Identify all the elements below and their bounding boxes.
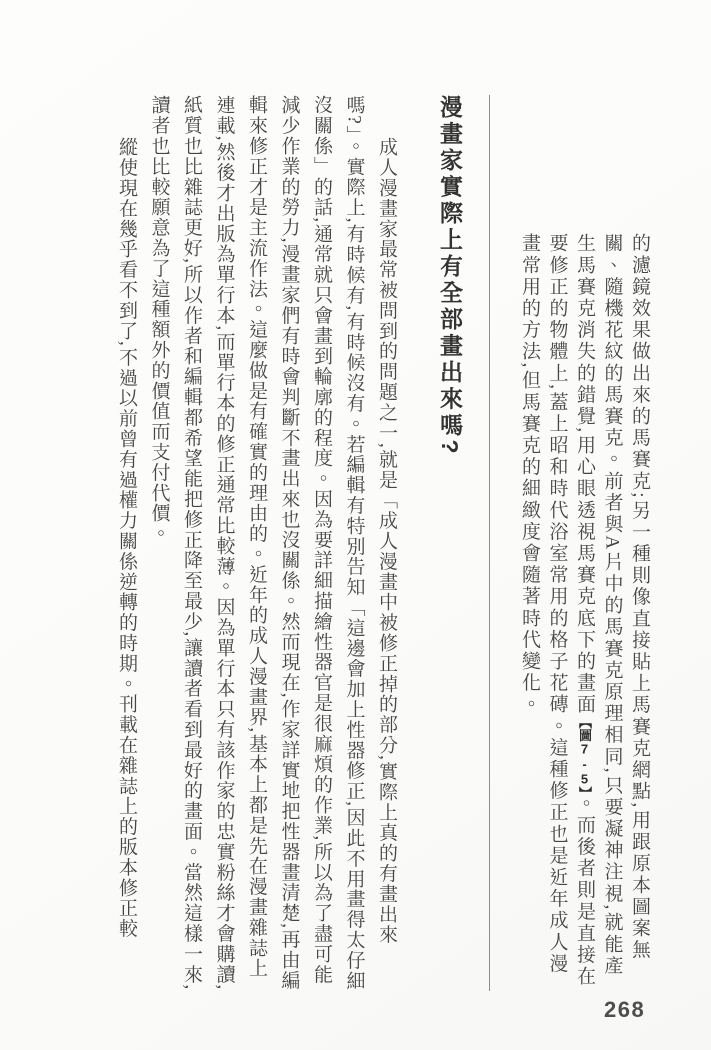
continuation-text-before-figure: 的濾鏡效果做出來的馬賽克;另一種則像直接貼上馬賽克網點,用跟原本圖案無關、隨機花紋的馬賽克。前者與A片中的馬賽克原理相同,只要凝神注視,就能產生馬賽克消失的錯覺,用心眼透視馬賽克底下的畫面: [574, 233, 650, 977]
figure-reference: 【圖7-5】: [577, 715, 592, 794]
body-paragraph: 縱使現在幾乎看不到了,不過以前曾有過權力關係逆轉的時期。刊載在雜誌上的版本修正較: [116, 137, 137, 939]
section-divider-line: [489, 95, 490, 991]
section-body: [110, 95, 403, 995]
page-number: 268: [604, 997, 646, 1022]
body-paragraph: 成人漫畫家最常被問到的問題之一,就是「成人漫畫中被修正掉的部分,實際上真的有畫出來嗎?」。實際上,有時候有,有時候沒有。若編輯有特別告知「這邊會加上性器修正,因此不用畫得太仔細沒關係」的話,通常就只會畫到輪廓的程度。因為要詳細描繪性器官是很麻煩的作業,所以為了盡可能減少作業的勞力,漫畫家們有時會判斷不畫出來也沒關係。然而現在,作家詳實地把性器畫清楚,再由編輯來修正才是主流作法。這麼做是有確實的理由的。近年的成人漫畫界,基本上都是先在漫畫雜誌上連載,然後才出版為單行本,而單行本的修正通常比較薄。因為單行本只有該作家的忠實粉絲才會購讀,紙質也比雜誌更好,所以作者和編輯都希望能把修正降至最少,讓讀者看到最好的畫面。當然這樣一來,讀者也比較願意為了這種額外的價值而支付代價。: [148, 95, 397, 991]
continuation-paragraph: [516, 233, 654, 990]
continuation-text-after-figure: 。而後者則是直接在要修正的物體上,蓋上昭和時代浴室常用的格子花磚。這種修正也是近年成人漫畫常用的方法,但馬賽克的細緻度會隨著時代變化。: [519, 233, 595, 988]
section-heading: 漫畫家實際上有全部畫出來嗎?: [437, 95, 463, 458]
